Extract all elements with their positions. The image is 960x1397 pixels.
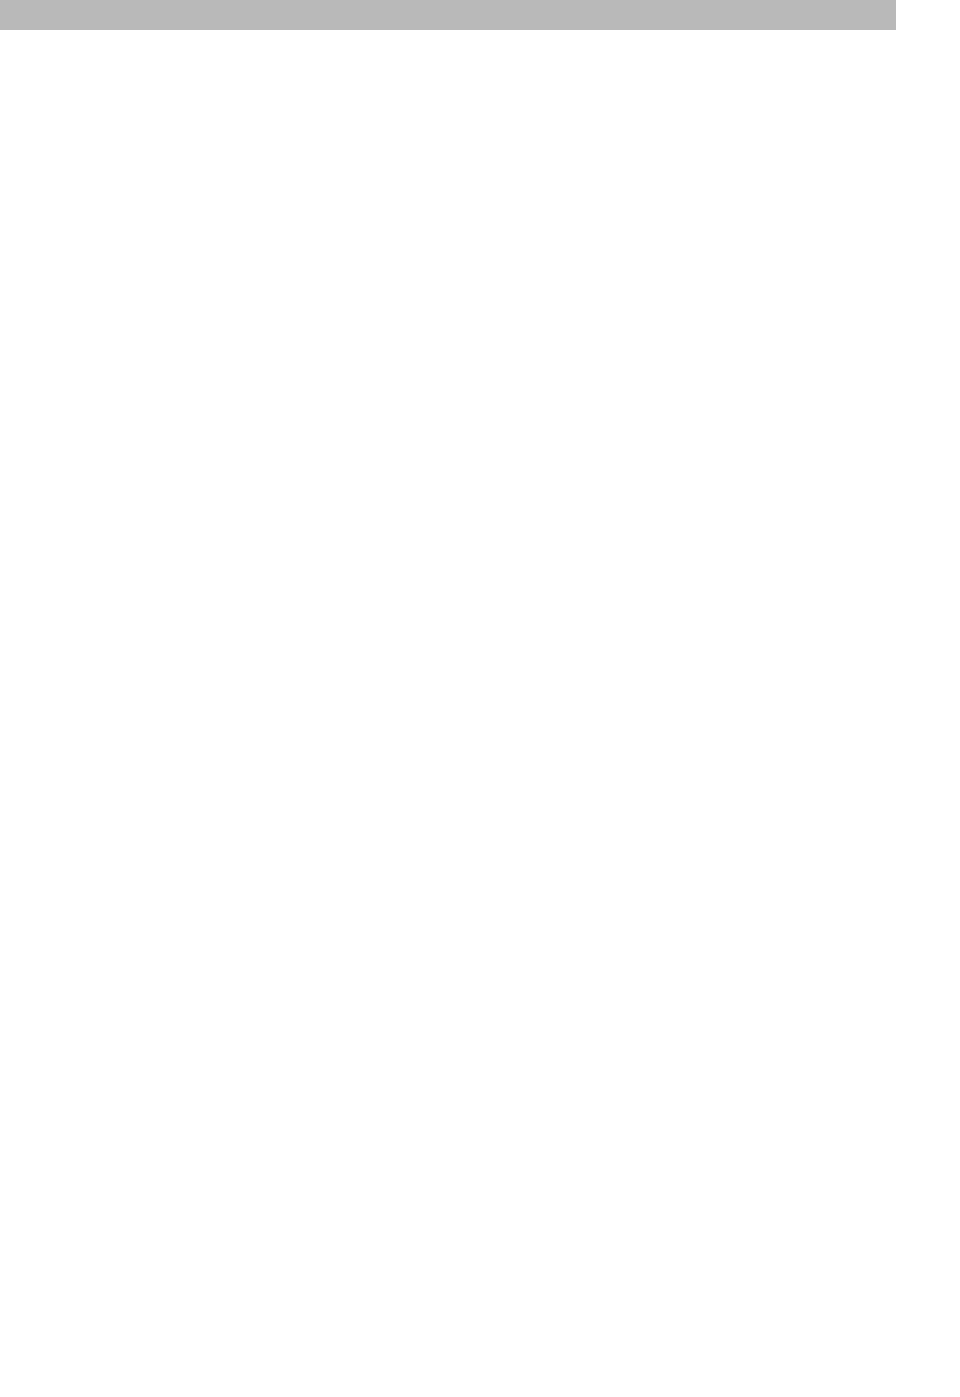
page-number-tab <box>896 0 960 30</box>
page-title-wrap <box>0 50 960 83</box>
header-bar <box>0 0 960 30</box>
